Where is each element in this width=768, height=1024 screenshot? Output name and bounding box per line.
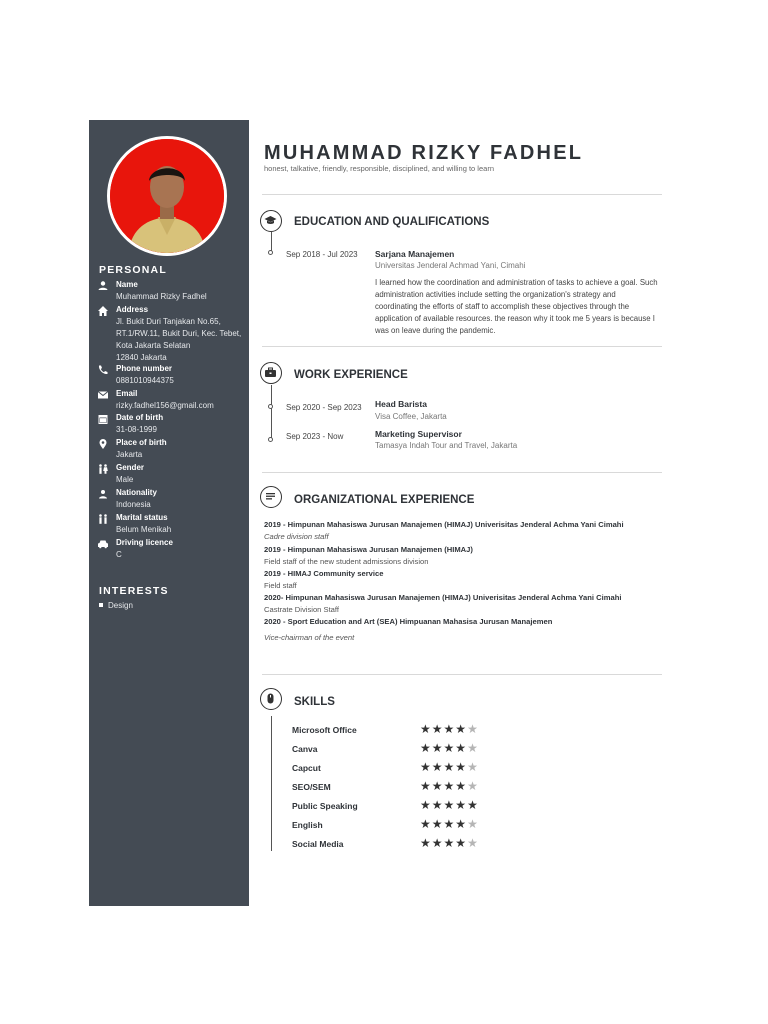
personal-value: Belum Menikah — [116, 525, 172, 534]
star-icon: ★ — [467, 798, 479, 812]
skills-title: SKILLS — [294, 696, 335, 708]
skill-rating — [420, 742, 479, 754]
skill-name: English — [292, 820, 323, 830]
personal-label: Phone number — [116, 364, 173, 373]
personal-label: Driving licence — [116, 538, 173, 547]
personal-label: Marital status — [116, 513, 168, 522]
skill-rating — [420, 837, 479, 849]
org-experience-line: 2020 - Sport Education and Art (SEA) Himpuanan Mahasisa Jurusan Manajemen — [264, 617, 553, 626]
star-icon: ★ — [467, 817, 479, 831]
star-icon: ★ — [431, 779, 444, 793]
star-icon: ★ — [420, 817, 432, 831]
personal-value: rizky.fadhel156@gmail.com — [116, 401, 214, 410]
star-icon: ★ — [420, 798, 432, 812]
org-experience-line: 2019 - HIMAJ Community service — [264, 569, 384, 578]
star-icon: ★ — [467, 836, 479, 850]
personal-value: Jl. Bukit Duri Tanjakan No.65, RT.1/RW.11, Bukit Duri, Kec. Tebet, Kota Jakarta Selatan 12840 Jakarta — [116, 317, 242, 362]
star-icon: ★ — [431, 760, 444, 774]
star-icon: ★ — [467, 722, 479, 736]
bullet-icon — [99, 603, 103, 607]
star-icon: ★ — [443, 741, 456, 755]
personal-label: Date of birth — [116, 413, 164, 422]
star-icon: ★ — [455, 836, 468, 850]
org-experience-line: Field staff — [264, 581, 297, 590]
education-title: EDUCATION AND QUALIFICATIONS — [294, 216, 490, 228]
work-title: WORK EXPERIENCE — [294, 369, 408, 381]
star-icon: ★ — [455, 722, 468, 736]
mouse-icon — [264, 692, 277, 705]
personal-value: Male — [116, 475, 134, 484]
personal-label: Name — [116, 280, 138, 289]
star-icon: ★ — [431, 741, 444, 755]
profile-photo — [107, 136, 227, 256]
skills-section-icon — [260, 688, 282, 710]
work-role: Head Barista — [375, 399, 427, 409]
timeline-dot — [268, 250, 273, 255]
education-description: I learned how the coordination and administration of tasks to achieve a goal. Such administration activities include setting the organization's strategy and coordinating the efforts of staff to accomplish these objectives through the application of available resources. the reason why it took me 5 years is because I was on leave during the pandemic. — [375, 278, 658, 335]
work-date: Sep 2023 - Now — [286, 432, 344, 441]
interest-label: Design — [108, 601, 133, 610]
star-icon: ★ — [443, 836, 456, 850]
organizational-title: ORGANIZATIONAL EXPERIENCE — [294, 494, 475, 506]
personal-label: Place of birth — [116, 438, 167, 447]
star-icon: ★ — [420, 779, 432, 793]
star-icon: ★ — [431, 817, 444, 831]
org-experience-line: Cadre division staff — [264, 532, 329, 541]
skill-rating — [420, 818, 479, 830]
skill-name: Social Media — [292, 839, 344, 849]
gender-icon — [97, 463, 109, 475]
phone-icon — [97, 364, 109, 376]
skill-name: Canva — [292, 744, 318, 754]
org-experience-line: Vice-chairman of the event — [264, 633, 355, 642]
skill-rating — [420, 780, 479, 792]
personal-label: Gender — [116, 463, 145, 472]
star-icon: ★ — [420, 741, 432, 755]
calendar-icon — [97, 413, 109, 425]
timeline-dot — [268, 437, 273, 442]
personal-value: 0881010944375 — [116, 376, 174, 385]
education-date: Sep 2018 - Jul 2023 — [286, 250, 358, 259]
personal-heading: PERSONAL — [99, 264, 167, 276]
location-icon — [97, 438, 109, 450]
star-icon: ★ — [455, 779, 468, 793]
star-icon: ★ — [467, 779, 479, 793]
timeline-line — [271, 385, 272, 440]
personal-value: Indonesia — [116, 500, 151, 509]
skill-name: Microsoft Office — [292, 725, 357, 735]
star-icon: ★ — [443, 722, 456, 736]
star-icon: ★ — [431, 722, 444, 736]
sidebar — [89, 120, 249, 906]
personal-value: 31-08-1999 — [116, 425, 157, 434]
person-icon — [97, 280, 109, 292]
resume-name: MUHAMMAD RIZKY FADHEL — [264, 142, 584, 164]
work-role: Marketing Supervisor — [375, 429, 462, 439]
car-icon — [97, 538, 109, 550]
work-date: Sep 2020 - Sep 2023 — [286, 403, 362, 412]
org-experience-line: Field staff of the new student admissions division — [264, 557, 429, 566]
skill-rating — [420, 799, 479, 811]
education-institution: Universitas Jenderal Achmad Yani, Cimahi — [375, 261, 526, 270]
star-icon: ★ — [467, 760, 479, 774]
star-icon: ★ — [431, 798, 444, 812]
interest-item — [99, 601, 133, 610]
home-icon — [97, 305, 109, 317]
skill-name: SEO/SEM — [292, 782, 331, 792]
timeline-line — [271, 716, 272, 851]
divider — [262, 472, 662, 473]
star-icon: ★ — [443, 798, 456, 812]
briefcase-icon — [264, 366, 277, 379]
star-icon: ★ — [443, 760, 456, 774]
divider — [262, 194, 662, 195]
personal-label: Address — [116, 305, 149, 314]
work-section-icon — [260, 362, 282, 384]
skill-name: Public Speaking — [292, 801, 358, 811]
skill-name: Capcut — [292, 763, 321, 773]
flag-person-icon — [97, 488, 109, 500]
org-experience-line: 2019 - Himpunan Mahasiswa Jurusan Manajemen (HIMAJ) — [264, 545, 473, 554]
interests-heading: INTERESTS — [99, 585, 169, 597]
personal-label: Nationality — [116, 488, 157, 497]
resume-tagline: honest, talkative, friendly, responsible, disciplined, and willing to learn — [264, 164, 494, 173]
personal-value: Jakarta — [116, 450, 143, 459]
personal-label: Email — [116, 389, 138, 398]
timeline-line — [271, 232, 272, 252]
divider — [262, 674, 662, 675]
skill-rating — [420, 761, 479, 773]
couple-icon — [97, 513, 109, 525]
star-icon: ★ — [443, 817, 456, 831]
star-icon: ★ — [420, 836, 432, 850]
work-company: Visa Coffee, Jakarta — [375, 412, 447, 421]
star-icon: ★ — [431, 836, 444, 850]
org-experience-line: 2020- Himpunan Mahasiswa Jurusan Manajemen (HIMAJ) Univerisitas Jenderal Achma Yani Cimahi — [264, 593, 622, 602]
personal-value: C — [116, 550, 122, 559]
org-experience-line: Castrate Division Staff — [264, 605, 339, 614]
skill-rating — [420, 723, 479, 735]
education-degree: Sarjana Manajemen — [375, 249, 455, 259]
mail-icon — [97, 389, 109, 401]
divider — [262, 346, 662, 347]
education-section-icon — [260, 210, 282, 232]
star-icon: ★ — [455, 741, 468, 755]
star-icon: ★ — [455, 798, 468, 812]
star-icon: ★ — [420, 760, 432, 774]
work-company: Tamasya Indah Tour and Travel, Jakarta — [375, 441, 518, 450]
star-icon: ★ — [455, 760, 468, 774]
graduation-cap-icon — [264, 214, 277, 227]
star-icon: ★ — [420, 722, 432, 736]
list-icon — [264, 490, 277, 503]
star-icon: ★ — [443, 779, 456, 793]
timeline-dot — [268, 404, 273, 409]
star-icon: ★ — [467, 741, 479, 755]
personal-value: Muhammad Rizky Fadhel — [116, 292, 207, 301]
star-icon: ★ — [455, 817, 468, 831]
organizational-section-icon — [260, 486, 282, 508]
org-experience-line: 2019 - Himpunan Mahasiswa Jurusan Manajemen (HIMAJ) Univerisitas Jenderal Achma Yani Cimahi — [264, 520, 624, 529]
